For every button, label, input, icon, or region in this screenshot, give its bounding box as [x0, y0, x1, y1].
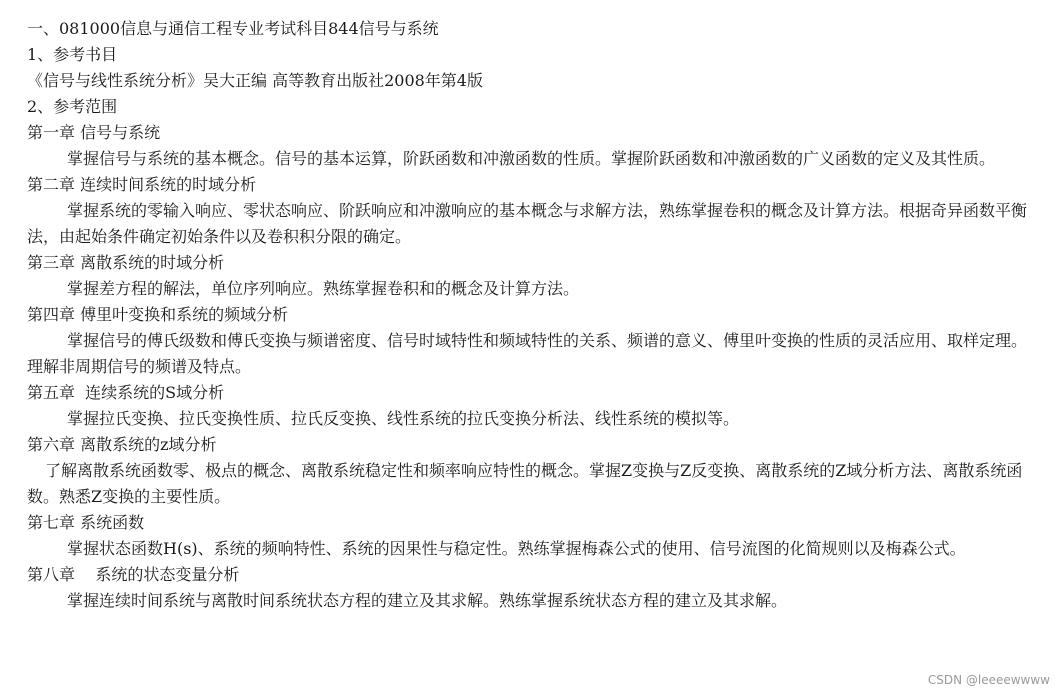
chapter-5-title: 第五章 连续系统的S域分析 [27, 383, 225, 402]
chapter-2-title: 第二章 连续时间系统的时域分析 [27, 175, 257, 194]
chapter-4-title: 第四章 傅里叶变换和系统的频域分析 [27, 305, 289, 324]
reference-book: 《信号与线性系统分析》吴大正编 高等教育出版社2008年第4版 [27, 71, 483, 90]
chapter-2-body: 掌握系统的零输入响应、零状态响应、阶跃响应和冲激响应的基本概念与求解方法，熟练掌握卷积的概念及计算方法。根据奇异函数平衡法，由起始条件确定初始条件以及卷积积分限的确定。 [27, 201, 1028, 246]
chapter-6-body: 了解离散系统函数零、极点的概念、离散系统稳定性和频率响应特性的概念。掌握Z变换与Z反变换、离散系统的Z域分析方法、离散系统函数。熟悉Z变换的主要性质。 [27, 461, 1023, 506]
scope-heading: 2、参考范围 [27, 97, 118, 116]
chapter-1-body: 掌握信号与系统的基本概念。信号的基本运算，阶跃函数和冲激函数的性质。掌握阶跃函数和冲激函数的广义函数的定义及其性质。 [67, 149, 996, 168]
document-body [27, 16, 1032, 614]
chapter-1-title: 第一章 信号与系统 [27, 123, 161, 142]
references-heading: 1、参考书目 [27, 45, 118, 64]
chapter-8-title: 第八章 系统的状态变量分析 [27, 565, 240, 584]
chapter-5-body: 掌握拉氏变换、拉氏变换性质、拉氏反变换、线性系统的拉氏变换分析法、线性系统的模拟等。 [67, 409, 740, 428]
csdn-watermark: CSDN @leeeewwww [927, 673, 1050, 687]
chapter-3-body: 掌握差方程的解法，单位序列响应。熟练掌握卷积和的概念及计算方法。 [67, 279, 580, 298]
chapter-7-title: 第七章 系统函数 [27, 513, 145, 532]
chapter-4-body: 掌握信号的傅氏级数和傅氏变换与频谱密度、信号时域特性和频域特性的关系、频谱的意义、傅里叶变换的性质的灵活应用、取样定理。理解非周期信号的频谱及特点。 [27, 331, 1028, 376]
chapter-7-body: 掌握状态函数H(s)、系统的频响特性、系统的因果性与稳定性。熟练掌握梅森公式的使用、信号流图的化简规则以及梅森公式。 [67, 539, 966, 558]
chapter-8-body: 掌握连续时间系统与离散时间系统状态方程的建立及其求解。熟练掌握系统状态方程的建立及其求解。 [67, 591, 788, 610]
chapter-6-title: 第六章 离散系统的z域分析 [27, 435, 217, 454]
page-title: 一、081000信息与通信工程专业考试科目844信号与系统 [27, 19, 439, 38]
chapter-3-title: 第三章 离散系统的时域分析 [27, 253, 225, 272]
